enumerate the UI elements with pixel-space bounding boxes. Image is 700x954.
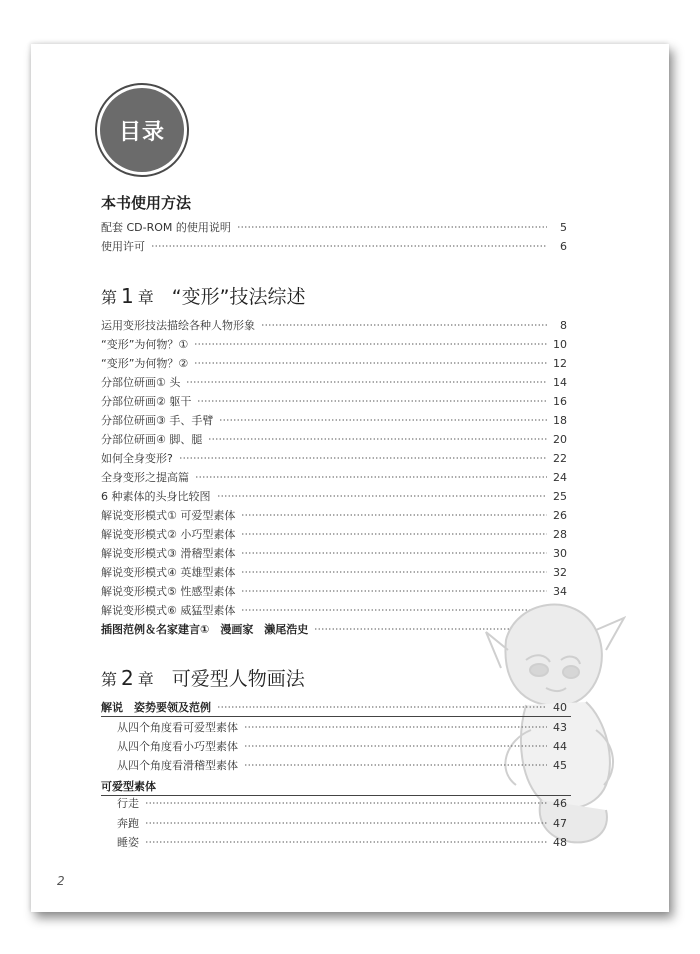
chapter-2-heading: 第 2 章 可爱型人物画法 [101,666,305,690]
leader-dots [194,362,547,365]
toc-row[interactable]: 解说变形模式④ 英雄型素体 32 [101,565,567,579]
toc-row[interactable]: “变形”为何物？② 12 [101,356,567,370]
page-number: 2 [57,874,65,888]
toc-row[interactable]: 从四个角度看小巧型素体 44 [117,739,567,753]
toc-row[interactable]: 从四个角度看滑稽型素体 45 [117,758,567,772]
toc-row[interactable]: 解说变形模式③ 滑稽型素体 30 [101,546,567,560]
leader-dots [244,745,547,748]
chapter-1-heading: 第 1 章 “变形”技法综述 [101,284,306,308]
toc-row[interactable]: 6 种素体的头身比较图 25 [101,489,567,503]
toc-row[interactable]: 分部位研画② 躯干 16 [101,394,567,408]
leader-dots [195,476,547,479]
leader-dots [237,226,547,229]
subsection-title: 可爱型素体 [101,780,156,793]
toc-row[interactable]: 如何全身变形? 22 [101,451,567,465]
toc-row[interactable]: 运用变形技法描绘各种人物形象 8 [101,318,567,332]
leader-dots [217,706,547,709]
toc-row[interactable]: 解说变形模式② 小巧型素体 28 [101,527,567,541]
toc-row[interactable]: 配套 CD-ROM 的使用说明 5 [101,220,567,234]
leader-dots [241,552,547,555]
leader-dots [261,324,547,327]
leader-dots [219,419,547,422]
leader-dots [208,438,547,441]
leader-dots [241,533,547,536]
leader-dots [145,841,547,844]
toc-badge [100,88,184,172]
toc-row[interactable]: 分部位研画③ 手、手臂 18 [101,413,567,427]
toc-row[interactable]: 奔跑 47 [117,816,567,830]
leader-dots [197,400,547,403]
leader-dots [179,457,547,460]
toc-row[interactable]: 全身变形之提高篇 24 [101,470,567,484]
toc-badge-label: 目录 [118,119,165,145]
leader-dots [241,514,547,517]
toc-row[interactable]: 插图范例＆名家建言① 漫画家 濑尾浩史 [101,620,567,638]
leader-dots [244,726,547,729]
toc-row[interactable]: 从四个角度看可爱型素体 43 [117,720,567,734]
book-page [31,44,669,912]
leader-dots [186,381,547,384]
toc-row[interactable]: 分部位研画① 头 14 [101,375,567,389]
section-title: 本书使用方法 [101,194,192,212]
toc-row[interactable]: 解说变形模式① 可爱型素体 26 [101,508,567,522]
leader-dots [217,495,548,498]
leader-dots [244,764,547,767]
toc-row[interactable]: 解说变形模式⑤ 性感型素体 34 [101,584,567,598]
toc-row[interactable]: 睡姿 48 [117,835,567,849]
leader-dots [194,343,547,346]
toc-row[interactable]: 解说 姿势要领及范例 40 [101,700,567,714]
leader-dots [151,245,547,248]
leader-dots [145,822,547,825]
toc-row[interactable]: “变形”为何物？① 10 [101,337,567,351]
divider [101,716,571,717]
toc-row[interactable]: 解说变形模式⑥ 威猛型素体 [101,601,567,619]
toc-row[interactable]: 分部位研画④ 脚、腿 20 [101,432,567,446]
leader-dots [241,571,547,574]
leader-dots [145,802,547,805]
toc-row[interactable]: 使用许可 6 [101,239,567,253]
toc-row[interactable]: 行走 46 [117,796,567,810]
